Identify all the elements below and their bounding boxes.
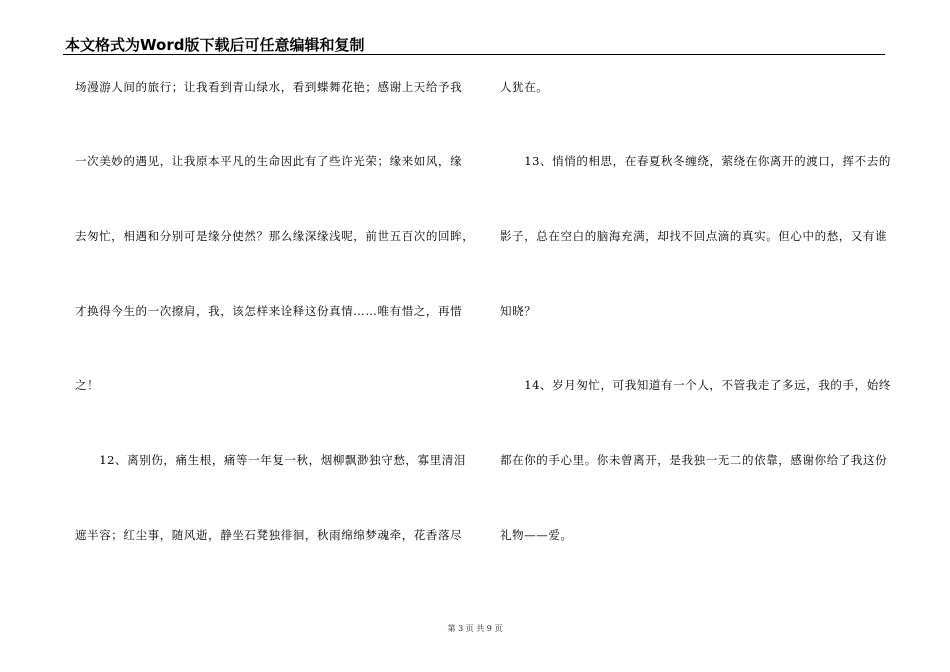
text-line: 14、岁月匆忙，可我知道有一个人，不管我走了多远，我的手，始终 xyxy=(500,378,891,392)
text-line: 人犹在。 xyxy=(500,80,549,94)
text-line: 影子，总在空白的脑海充满，却找不回点滴的真实。但心中的愁，又有谁 xyxy=(500,229,888,243)
text-line: 礼物——爱。 xyxy=(500,528,573,542)
document-header-title: 本文格式为Word版下载后可任意编辑和复制 xyxy=(65,36,365,54)
text-line: 才换得今生的一次擦肩，我，该怎样来诠释这份真情……唯有惜之，再惜 xyxy=(75,304,463,318)
text-line: 一次美妙的遇见，让我原本平凡的生命因此有了些许光荣；缘来如风，缘 xyxy=(75,154,463,168)
text-line: 都在你的手心里。你未曾离开，是我独一无二的依靠，感谢你给了我这份 xyxy=(500,453,888,467)
text-line: 场漫游人间的旅行；让我看到青山绿水，看到蝶舞花艳；感谢上天给予我 xyxy=(75,80,463,94)
text-line: 知晓？ xyxy=(500,304,537,318)
text-line: 去匆忙，相遇和分别可是缘分使然？那么缘深缘浅呢，前世五百次的回眸， xyxy=(75,229,475,243)
header-divider xyxy=(63,54,885,55)
page-number-footer: 第 3 页 共 9 页 xyxy=(447,624,503,633)
text-line: 遮半容；红尘事，随风逝，静坐石凳独徘徊，秋雨绵绵梦魂牵，花香落尽 xyxy=(75,528,463,542)
text-line: 13、悄悄的相思，在春夏秋冬缠绕，萦绕在你离开的渡口，挥不去的 xyxy=(500,154,891,168)
text-line: 之！ xyxy=(75,378,100,392)
text-line: 12、离别伤，痛生根，痛等一年复一秋，烟柳飘渺独守愁，寡里清泪 xyxy=(75,453,466,467)
